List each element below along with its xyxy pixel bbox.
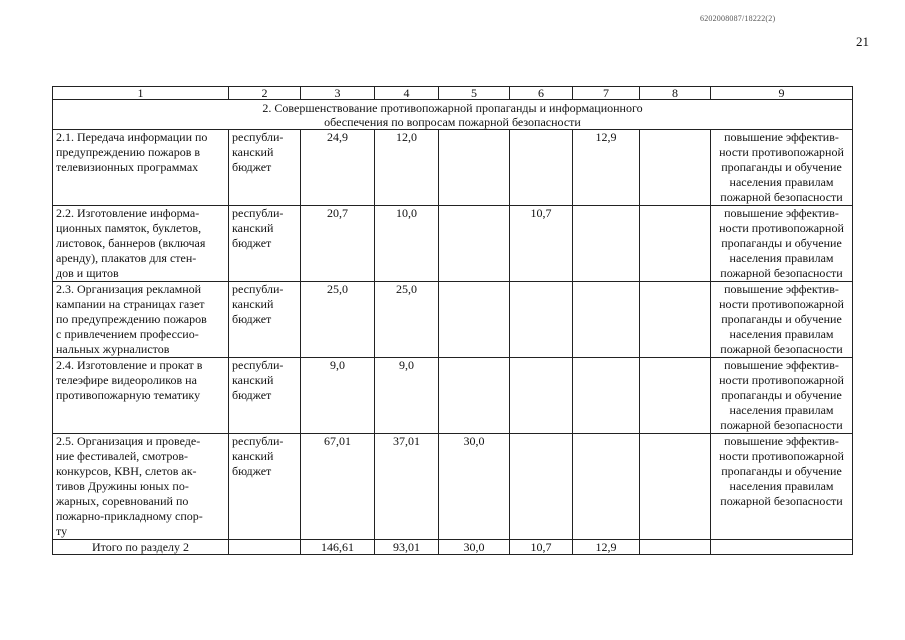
budget-table [52,86,853,555]
total-label: Итого по разделу 2 [53,540,229,555]
measure-cell: 2.3. Организация рекламной кампании на страницах газет по предупреждению пожаров с привлечением профессио- нальных журналистов [53,282,229,358]
amount-cell [640,206,711,282]
page-number: 21 [856,34,869,49]
column-number: 9 [711,87,853,100]
funding-source-cell: республи- канский бюджет [229,130,301,206]
amount-cell [510,130,573,206]
column-number: 1 [53,87,229,100]
amount-cell: 12,9 [573,130,640,206]
expected-result-cell: повышение эффектив- ности противопожарной пропаганды и обучение населения правилам пожарной безопасности [711,130,853,206]
amount-cell [573,206,640,282]
section-title: 2. Совершенствование противопожарной пропаганды и информационного обеспечения по вопросам пожарной безопасности [53,100,853,130]
measure-cell: 2.5. Организация и проведе- ние фестивалей, смотров- конкурсов, КВН, слетов ак- тивов Дружины юных по- жарных, соревнований по пожарно-прикладному спор- ту [53,434,229,540]
amount-cell [510,282,573,358]
expected-result-cell: повышение эффектив- ности противопожарной пропаганды и обучение населения правилам пожарной безопасности [711,358,853,434]
amount-cell [573,358,640,434]
amount-cell: 37,01 [375,434,439,540]
expected-result-cell: повышение эффектив- ности противопожарной пропаганды и обучение населения правилам пожарной безопасности [711,282,853,358]
expected-result-cell: повышение эффектив- ности противопожарной пропаганды и обучение населения правилам пожарной безопасности [711,434,853,540]
amount-cell: 12,9 [573,540,640,555]
column-number: 3 [301,87,375,100]
amount-cell: 25,0 [375,282,439,358]
table-row [53,282,853,358]
amount-cell [640,434,711,540]
amount-cell [439,358,510,434]
column-number: 4 [375,87,439,100]
total-amount-cell: 9,0 [301,358,375,434]
amount-cell: 30,0 [439,434,510,540]
amount-cell: 9,0 [375,358,439,434]
measure-cell: 2.2. Изготовление информа- ционных памяток, буклетов, листовок, баннеров (включая аренду), плакатов для стен- дов и щитов [53,206,229,282]
document-code: 6202008087/18222(2) [700,14,776,23]
table-row [53,130,853,206]
amount-cell [640,130,711,206]
column-number: 8 [640,87,711,100]
column-number: 6 [510,87,573,100]
total-amount-cell: 24,9 [301,130,375,206]
column-number: 5 [439,87,510,100]
amount-cell: 30,0 [439,540,510,555]
section-title-row [53,100,853,130]
table-row [53,434,853,540]
amount-cell [573,282,640,358]
total-amount-cell: 25,0 [301,282,375,358]
amount-cell: 10,7 [510,540,573,555]
amount-cell: 10,7 [510,206,573,282]
funding-source-cell: республи- канский бюджет [229,358,301,434]
amount-cell [439,130,510,206]
amount-cell [573,434,640,540]
amount-cell [640,282,711,358]
amount-cell [640,540,711,555]
amount-cell [640,358,711,434]
amount-cell [439,282,510,358]
expected-result-cell [711,540,853,555]
measure-cell: 2.4. Изготовление и прокат в телеэфире видеороликов на противопожарную тематику [53,358,229,434]
funding-source-cell: республи- канский бюджет [229,282,301,358]
funding-source-cell [229,540,301,555]
column-number: 7 [573,87,640,100]
amount-cell [510,434,573,540]
total-amount-cell: 67,01 [301,434,375,540]
total-amount-cell: 146,61 [301,540,375,555]
table-row [53,358,853,434]
funding-source-cell: республи- канский бюджет [229,206,301,282]
measure-cell: 2.1. Передача информации по предупреждению пожаров в телевизионных программах [53,130,229,206]
total-amount-cell: 20,7 [301,206,375,282]
expected-result-cell: повышение эффектив- ности противопожарной пропаганды и обучение населения правилам пожарной безопасности [711,206,853,282]
column-number-row [53,87,853,100]
amount-cell [439,206,510,282]
amount-cell: 93,01 [375,540,439,555]
total-row [53,540,853,555]
funding-source-cell: республи- канский бюджет [229,434,301,540]
amount-cell [510,358,573,434]
amount-cell: 10,0 [375,206,439,282]
table-row [53,206,853,282]
amount-cell: 12,0 [375,130,439,206]
column-number: 2 [229,87,301,100]
